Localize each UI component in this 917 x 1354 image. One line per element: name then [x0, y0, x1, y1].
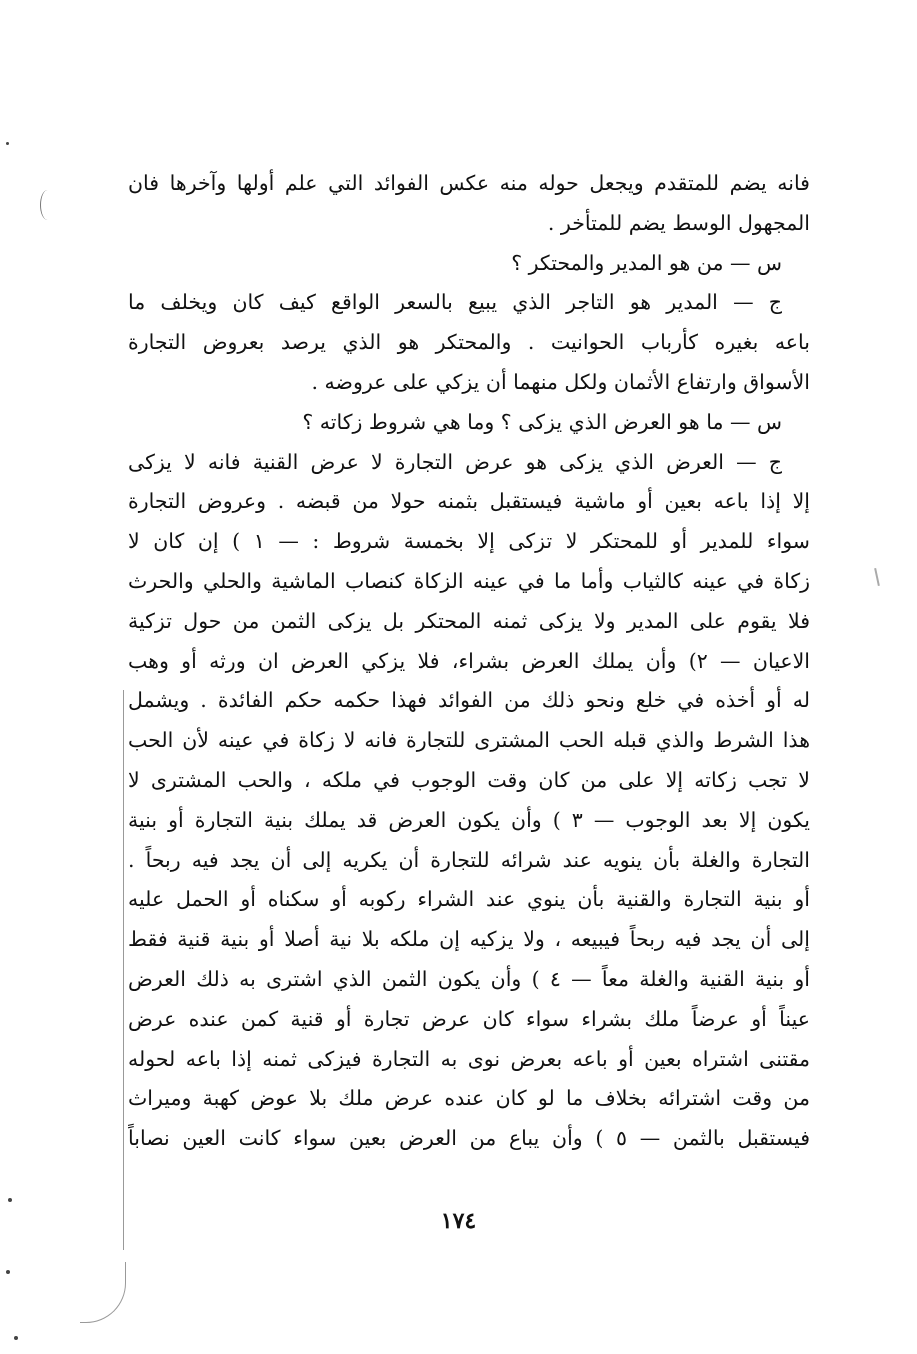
text-line: الأسواق وارتفاع الأثمان ولكل منهما أن يزكي على عروضه . — [311, 369, 810, 394]
text-line: فلا يقوم على المدير ولا يزكى ثمنه المحتكر بل يزكى الثمن من حول تزكية — [128, 608, 810, 633]
text-line: عيناً أو عرضاً ملك بشراء سواء كان عرض تجارة أو قنية كمن عنده عرض — [128, 1006, 810, 1031]
page-number: ١٧٤ — [440, 1208, 477, 1234]
text-line: الاعيان — ٢) وأن يملك العرض بشراء، فلا يزكي العرض ان ورثه أو وهب — [128, 648, 810, 673]
text-line: سواء للمدير أو للمحتكر لا تزكى إلا بخمسة شروط : — ١ ) إن كان لا — [128, 529, 810, 554]
question-line: س — ما هو العرض الذي يزكى ؟ وما هي شروط زكاته ؟ — [302, 409, 782, 434]
margin-speck — [14, 1336, 18, 1340]
text-line: من وقت اشترائه بخلاف ما لو كان عنده عرض ملك بلا عوض كهبة وميراث — [128, 1086, 810, 1111]
margin-speck — [8, 1198, 12, 1202]
text-line: فيستقبل بالثمن — ٥ ) وأن يباع من العرض بعين سواء كانت العين نصاباً — [128, 1126, 810, 1151]
body-text — [128, 164, 810, 1159]
margin-speck — [6, 1270, 10, 1274]
text-line: مقتنى اشتراه بعين أو باعه بعرض نوى به التجارة فيزكى ثمنه إذا باعه لحوله — [128, 1046, 810, 1071]
margin-tick-mark — [874, 568, 880, 586]
question-line: س — من هو المدير والمحتكر ؟ — [511, 250, 782, 275]
margin-curve-mark — [80, 1262, 126, 1323]
margin-speck — [6, 142, 9, 145]
text-line: التجارة والغلة بأن ينويه عند شرائه للتجارة أن يكريه إلى أن يجد فيه ربحاً . — [128, 847, 810, 872]
margin-parenthesis-mark — [40, 190, 55, 220]
text-line: زكاة في عينه كالثياب وأما ما في عينه الزكاة كنصاب الماشية والحلي والحرث — [128, 568, 810, 593]
text-line: باعه بغيره كأرباب الحوانيت . والمحتكر هو الذي يرصد بعروض التجارة — [128, 330, 810, 355]
text-line: أو بنية القنية والغلة معاً — ٤ ) وأن يكون الثمن الذي اشترى به ذلك العرض — [128, 966, 810, 991]
text-line: يكون إلا بعد الوجوب — ٣ ) وأن يكون العرض قد يملك بنية التجارة أو بنية — [128, 807, 810, 832]
text-line: هذا الشرط والذي قبله الحب المشترى للتجارة فانه لا زكاة في عينه لأن الحب — [128, 728, 810, 753]
text-line: إلا إذا باعه بعين أو ماشية فيستقبل بثمنه حولا من قبضه . وعروض التجارة — [128, 489, 810, 514]
text-line: لا تجب زكاته إلا على من كان وقت الوجوب في ملكه ، والحب المشترى لا — [128, 767, 810, 792]
answer-line: ج — المدير هو التاجر الذي يبيع بالسعر الواقع كيف كان ويخلف ما — [128, 290, 782, 315]
answer-line: ج — العرض الذي يزكى هو عرض التجارة لا عرض القنية فانه لا يزكى — [128, 449, 782, 474]
text-line: له أو أخذه في خلع ونحو ذلك من الفوائد فهذا حكمه حكم الفائدة . ويشمل — [128, 688, 810, 713]
text-line: أو بنية التجارة والقنية بأن ينوي عند الشراء ركوبه أو سكناه أو الحمل عليه — [128, 887, 810, 912]
text-line: فانه يضم للمتقدم ويجعل حوله منه عكس الفوائد التي علم أولها وآخرها فان — [128, 171, 810, 195]
margin-vertical-line — [123, 690, 124, 1250]
text-line: المجهول الوسط يضم للمتأخر . — [547, 210, 810, 235]
text-line: إلى أن يجد فيه ربحاً فيبيعه ، ولا يزكيه إن ملكه بلا نية أصلا أو بنية قنية فقط — [128, 927, 810, 952]
